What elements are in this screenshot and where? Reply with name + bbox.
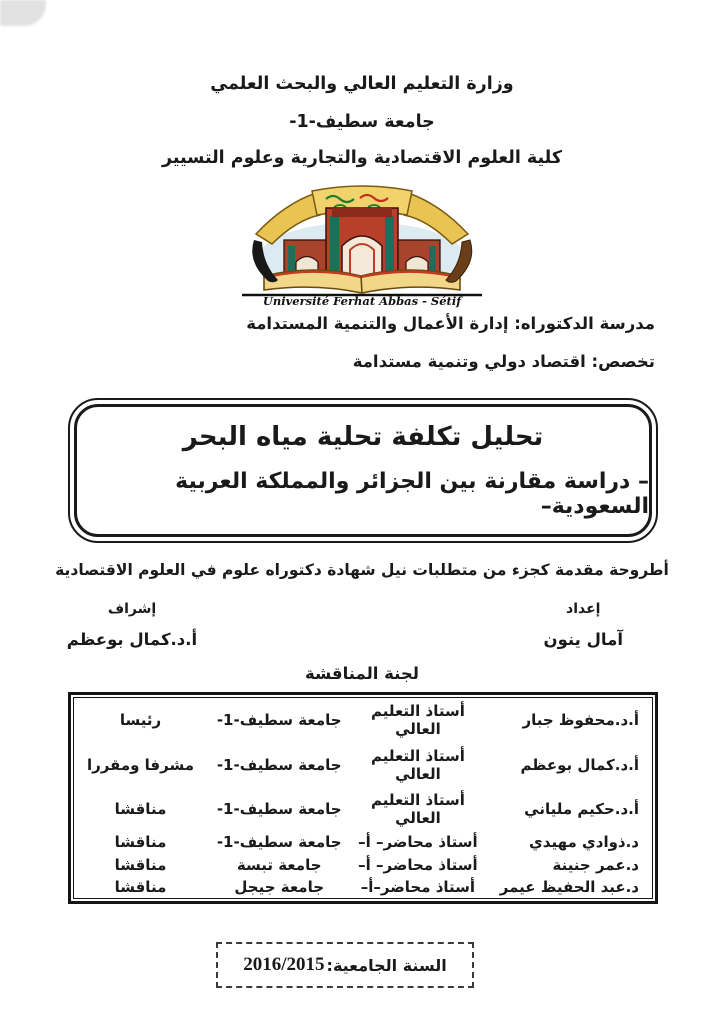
member-name: أ.د.محفوظ جبار — [522, 711, 639, 730]
committee-table-inner — [73, 697, 653, 899]
doctoral-school-line: مدرسة الدكتوراه: إدارة الأعمال والتنمية المستدامة — [246, 314, 655, 333]
specialty-line: تخصص: اقتصاد دولي وتنمية مستدامة — [352, 352, 655, 371]
table-row — [74, 831, 652, 853]
member-rank: أستاذ محاضر–أ– — [360, 877, 476, 896]
university-name-line: جامعة سطيف-1- — [289, 112, 435, 132]
logo-caption: Université Ferhat Abbas - Sétif — [262, 294, 462, 308]
table-row — [74, 698, 652, 742]
supervision-block — [66, 601, 198, 649]
preparation-block — [544, 601, 624, 649]
committee-heading: لجنة المناقشة — [304, 664, 420, 683]
member-role: مشرفا ومقررا — [86, 755, 195, 774]
faculty-line: كلية العلوم الاقتصادية والتجارية وعلوم التسيير — [161, 148, 563, 168]
member-university: جامعة سطيف-1- — [216, 711, 342, 730]
member-rank: أستاذ محاضر– أ– — [358, 855, 478, 874]
table-row — [74, 876, 652, 898]
member-university: جامعة تبسة — [236, 855, 322, 874]
member-name: أ.د.حكيم ملياني — [524, 800, 639, 819]
university-logo — [234, 184, 490, 308]
member-university: جامعة سطيف-1- — [216, 833, 342, 852]
thesis-title-line2: – دراسة مقارنة بين الجزائر والمملكة العربية السعودية– — [175, 469, 649, 519]
member-university: جامعة سطيف-1- — [216, 800, 342, 819]
member-role: مناقشا — [114, 855, 167, 874]
supervisor-name: أ.د.كمال بوعظم — [66, 630, 198, 649]
thesis-note: أطروحة مقدمة كجزء من متطلبات نيل شهادة دكتوراه علوم في العلوم الاقتصادية — [55, 561, 669, 579]
member-university: جامعة سطيف-1- — [216, 755, 342, 774]
thesis-title-line1: تحليل تكلفة تحلية مياه البحر — [182, 422, 544, 452]
table-row — [74, 787, 652, 831]
candidate-name: آمال ينون — [543, 630, 623, 649]
thesis-title-box — [68, 398, 658, 543]
preparation-label: إعداد — [566, 601, 601, 617]
member-name: د.عمر جنينة — [552, 855, 639, 874]
university-logo-emblem — [234, 184, 490, 308]
member-university: جامعة جيجل — [234, 877, 325, 896]
member-name: د.عبد الحفيظ عيمر — [499, 877, 639, 896]
member-role: رئيسا — [119, 711, 162, 730]
ministry-line: وزارة التعليم العالي والبحث العلمي — [210, 74, 514, 94]
committee-table — [68, 692, 658, 904]
scan-artifact — [0, 0, 46, 26]
table-row — [74, 854, 652, 876]
member-rank: أستاذ التعليم العالي — [370, 746, 465, 783]
member-rank: أستاذ التعليم العالي — [370, 791, 465, 828]
thesis-title-box-inner — [74, 404, 652, 537]
table-row — [74, 742, 652, 786]
supervision-label: إشراف — [107, 601, 157, 617]
academic-year-box — [216, 942, 474, 988]
member-role: مناقشا — [114, 877, 167, 896]
academic-year-label: السنة الجامعية: — [326, 955, 447, 975]
member-role: مناقشا — [114, 800, 167, 819]
academic-year-value: 2016/2015 — [243, 954, 325, 975]
member-name: أ.د.كمال بوعظم — [520, 755, 639, 774]
member-rank: أستاذ محاضر– أ– — [358, 833, 478, 852]
member-name: د.ذوادي مهيدي — [529, 833, 639, 852]
member-rank: أستاذ التعليم العالي — [370, 702, 465, 739]
member-role: مناقشا — [114, 833, 167, 852]
